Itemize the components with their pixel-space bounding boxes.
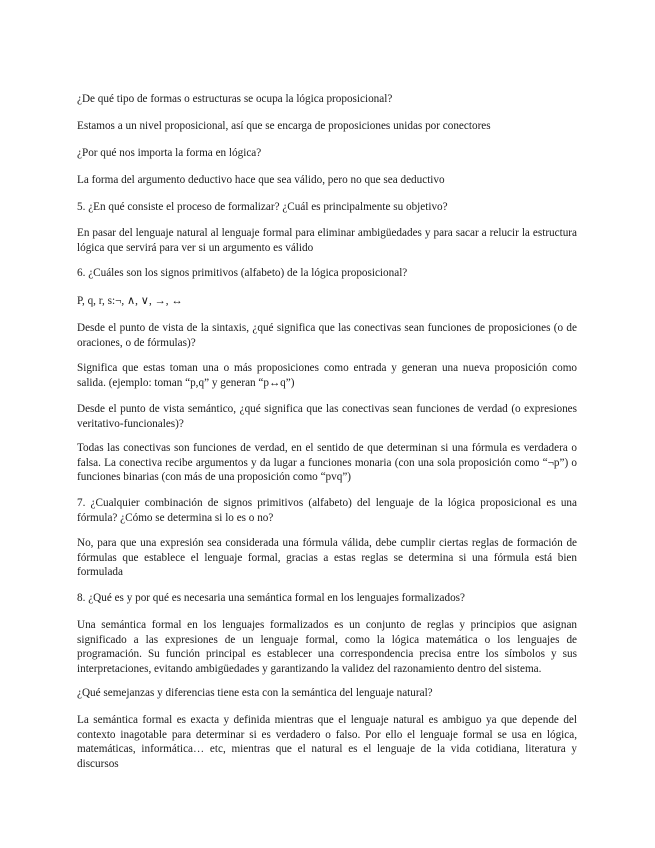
question-7-formula: 7. ¿Cualquier combinación de signos primitivos (alfabeto) del lenguaje de la lógica proposicional es una fórmula? ¿Cómo se determina si lo es o no?	[77, 497, 577, 524]
question-similarities-differences: ¿Qué semejanzas y diferencias tiene esta con la semántica del lenguaje natural?	[77, 687, 433, 699]
question-forms-structures: ¿De qué tipo de formas o estructuras se ocupa la lógica proposicional?	[77, 93, 393, 105]
answer-8-formal-semantics: Una semántica formal en los lenguajes formalizados es un conjunto de reglas y principios que asignan significado a las expresiones de un lenguaje formal, como la lógica matemática o los lenguajes de programación. Su función principal es establecer una correspondencia precisa entre los símbolos y sus interpretaciones, evitando ambigüedades y garantizando la validez del razonamiento dentro del sistema.	[77, 619, 577, 675]
answer-5-formalize: En pasar del lenguaje natural al lenguaje formal para eliminar ambigüedades y para sacar a relucir la estructura lógica que servirá para ver si un argumento es válido	[77, 227, 577, 254]
question-8-formal-semantics: 8. ¿Qué es y por qué es necesaria una semántica formal en los lenguajes formalizados?	[77, 592, 465, 604]
question-5-formalize: 5. ¿En qué consiste el proceso de formalizar? ¿Cuál es principalmente su objetivo?	[77, 201, 448, 213]
answer-forms-structures: Estamos a un nivel proposicional, así que se encarga de proposiciones unidas por conectores	[77, 120, 491, 132]
question-syntax-connectives: Desde el punto de vista de la sintaxis, ¿qué significa que las conectivas sean funciones de proposiciones (o de oraciones, o de fórmulas)?	[77, 322, 577, 349]
answer-form-importance: La forma del argumento deductivo hace que sea válido, pero no que sea deductivo	[77, 174, 445, 186]
answer-syntax-connectives: Significa que estas toman una o más proposiciones como entrada y generan una nueva proposición como salida. (ejemplo: toman “p,q” y generan “p↔q”)	[77, 362, 577, 389]
question-semantic-connectives: Desde el punto de vista semántico, ¿qué significa que las conectivas sean funciones de verdad (o expresiones veritativo-funcionales)?	[77, 403, 577, 430]
answer-7-formula: No, para que una expresión sea considerada una fórmula válida, debe cumplir ciertas reglas de formación de fórmulas que establece el lenguaje formal, gracias a estas reglas se determina si una fórmula está bien formulada	[77, 537, 577, 579]
answer-6-primitive-signs: P, q, r, s:¬, ∧, ∨, →, ↔	[77, 295, 183, 307]
question-form-importance: ¿Por qué nos importa la forma en lógica?	[77, 147, 262, 159]
question-6-primitive-signs: 6. ¿Cuáles son los signos primitivos (alfabeto) de la lógica proposicional?	[77, 267, 408, 279]
answer-similarities-differences: La semántica formal es exacta y definida mientras que el lenguaje natural es ambiguo ya que depende del contexto inagotable para determinar si es verdadero o falso. Por ello el lenguaje formal se usa en lógica, matemáticas, informática… etc, mientras que el natural es el lenguaje de la vida cotidiana, literatura y discursos	[77, 714, 577, 770]
answer-semantic-connectives: Todas las conectivas son funciones de verdad, en el sentido de que determinan si una fórmula es verdadera o falsa. La conectiva recibe argumentos y da lugar a funciones monaria (con una sola proposición como “¬p”) o funciones binarias (con más de una proposición como “pvq”)	[77, 442, 577, 484]
